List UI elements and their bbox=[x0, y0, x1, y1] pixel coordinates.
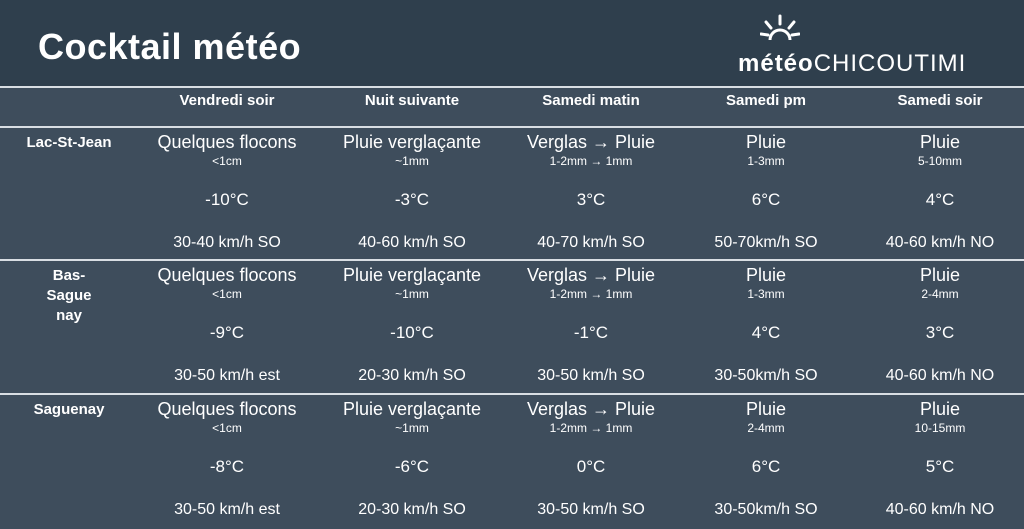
precip-amount: <1cm bbox=[212, 154, 242, 168]
temperature: 4°C bbox=[751, 323, 781, 342]
page-title: Cocktail météo bbox=[38, 26, 302, 67]
condition-text: Pluie bbox=[745, 399, 787, 419]
condition-text: Quelques flocons bbox=[157, 399, 297, 419]
brand-wordmark bbox=[738, 50, 966, 78]
brand-word-bold: météo bbox=[738, 50, 814, 77]
temperature: -6°C bbox=[394, 457, 430, 476]
condition-text: Verglas → Pluie bbox=[526, 265, 656, 285]
region-label: Saguenay bbox=[33, 401, 105, 418]
region-label: Bas-Saguenay bbox=[46, 267, 92, 324]
temperature: -10°C bbox=[390, 323, 434, 342]
temperature: 4°C bbox=[925, 190, 955, 209]
wind-speed: 50-70km/h SO bbox=[714, 234, 818, 251]
temperature: 5°C bbox=[925, 457, 955, 476]
temperature: -10°C bbox=[205, 190, 249, 209]
condition-text: Verglas → Pluie bbox=[526, 399, 656, 419]
temperature: 6°C bbox=[751, 190, 781, 209]
precip-amount: 1-2mm → 1mm bbox=[549, 287, 633, 301]
wind-speed: 30-50 km/h SO bbox=[537, 501, 645, 518]
temperature: 6°C bbox=[751, 457, 781, 476]
wind-speed: 20-30 km/h SO bbox=[358, 501, 466, 518]
brand-word-light: CHICOUTIMI bbox=[813, 50, 967, 77]
column-header: Vendredi soir bbox=[179, 92, 275, 109]
precip-amount: ~1mm bbox=[395, 421, 429, 435]
row-divider bbox=[0, 259, 1024, 261]
column-header: Samedi soir bbox=[897, 92, 983, 109]
temperature: -1°C bbox=[573, 323, 609, 342]
region-label: Lac-St-Jean bbox=[26, 134, 112, 151]
wind-speed: 40-60 km/h NO bbox=[885, 234, 995, 251]
wind-speed: 40-70 km/h SO bbox=[537, 234, 645, 251]
condition-text: Verglas → Pluie bbox=[526, 132, 656, 152]
precip-amount: 1-3mm bbox=[747, 287, 785, 301]
wind-speed: 30-50 km/h est bbox=[174, 367, 280, 384]
sun-icon bbox=[760, 14, 800, 48]
temperature: 3°C bbox=[576, 190, 606, 209]
precip-amount: 1-2mm → 1mm bbox=[549, 154, 633, 168]
wind-speed: 40-60 km/h NO bbox=[885, 367, 995, 384]
temperature: -3°C bbox=[394, 190, 430, 209]
condition-text: Pluie verglaçante bbox=[342, 399, 482, 419]
precip-amount: <1cm bbox=[212, 421, 242, 435]
condition-text: Quelques flocons bbox=[157, 132, 297, 152]
condition-text: Pluie bbox=[745, 265, 787, 285]
brand-logo bbox=[738, 14, 998, 78]
header-divider bbox=[0, 86, 1024, 88]
wind-speed: 40-60 km/h NO bbox=[885, 501, 995, 518]
condition-text: Pluie bbox=[919, 265, 961, 285]
row-divider bbox=[0, 393, 1024, 395]
condition-text: Pluie verglaçante bbox=[342, 265, 482, 285]
column-header: Samedi pm bbox=[725, 92, 807, 109]
wind-speed: 40-60 km/h SO bbox=[358, 234, 466, 251]
header-bar bbox=[0, 0, 1024, 86]
wind-speed: 30-50km/h SO bbox=[714, 367, 818, 384]
wind-speed: 30-50km/h SO bbox=[714, 501, 818, 518]
condition-text: Pluie bbox=[919, 399, 961, 419]
temperature: 0°C bbox=[576, 457, 606, 476]
column-header: Nuit suivante bbox=[364, 92, 460, 109]
precip-amount: 10-15mm bbox=[914, 421, 966, 435]
column-header-divider bbox=[0, 126, 1024, 128]
condition-text: Pluie bbox=[919, 132, 961, 152]
condition-text: Quelques flocons bbox=[157, 265, 297, 285]
precip-amount: 5-10mm bbox=[917, 154, 962, 168]
condition-text: Pluie bbox=[745, 132, 787, 152]
temperature: -8°C bbox=[209, 457, 245, 476]
precip-amount: 2-4mm bbox=[747, 421, 785, 435]
precip-amount: 2-4mm bbox=[921, 287, 959, 301]
column-header: Samedi matin bbox=[542, 92, 640, 109]
wind-speed: 30-50 km/h SO bbox=[537, 367, 645, 384]
wind-speed: 30-50 km/h est bbox=[174, 501, 280, 518]
condition-text: Pluie verglaçante bbox=[342, 132, 482, 152]
precip-amount: ~1mm bbox=[395, 154, 429, 168]
precip-amount: <1cm bbox=[212, 287, 242, 301]
temperature: -9°C bbox=[209, 323, 245, 342]
precip-amount: ~1mm bbox=[395, 287, 429, 301]
wind-speed: 20-30 km/h SO bbox=[358, 367, 466, 384]
precip-amount: 1-2mm → 1mm bbox=[549, 421, 633, 435]
temperature: 3°C bbox=[925, 323, 955, 342]
precip-amount: 1-3mm bbox=[747, 154, 785, 168]
wind-speed: 30-40 km/h SO bbox=[173, 234, 281, 251]
